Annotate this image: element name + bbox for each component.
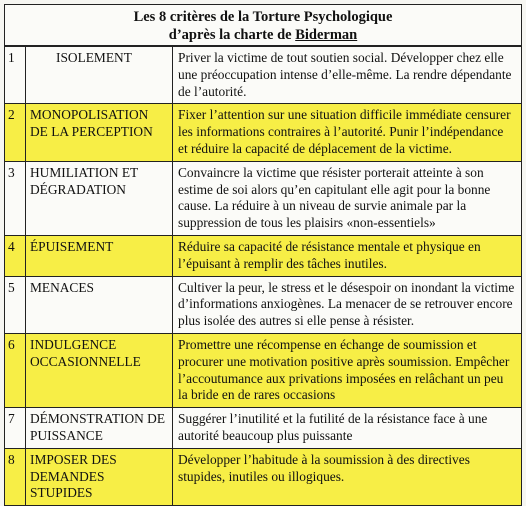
- row-number: 2: [5, 104, 26, 161]
- criterion-description: Priver la victime de tout soutien social. Développer chez elle une préoccupation intense d’elle-même. La rendre dépendante de l’autorité.: [173, 47, 522, 104]
- title-line-1: Les 8 critères de la Torture Psychologique: [133, 9, 393, 25]
- table-row: [5, 276, 522, 333]
- title-author-name: Biderman: [295, 27, 358, 43]
- row-number: 5: [5, 276, 26, 333]
- table-row: [5, 104, 522, 161]
- criterion-description: Fixer l’attention sur une situation difficile immédiate censurer les informations contraires à l’autorité. Punir l’indépendance et réduire la capacité de déplacement de la victime.: [173, 104, 522, 161]
- criterion-name: MENACES: [26, 276, 173, 333]
- table-row: [5, 161, 522, 235]
- criterion-description: Suggérer l’inutilité et la futilité de la résistance face à une autorité beaucoup plus puissante: [173, 408, 522, 449]
- table-row: [5, 408, 522, 449]
- row-number: 8: [5, 448, 26, 505]
- document-title: [4, 4, 522, 46]
- criteria-table: [4, 46, 522, 506]
- criterion-description: Réduire sa capacité de résistance mentale et physique en l’épuisant à remplir des tâches inutiles.: [173, 235, 522, 276]
- criterion-name: ÉPUISEMENT: [26, 235, 173, 276]
- criterion-name: INDULGENCE OCCASIONNELLE: [26, 333, 173, 407]
- table-row: [5, 448, 522, 505]
- row-number: 1: [5, 47, 26, 104]
- table-row: [5, 333, 522, 407]
- title-line-2-prefix: d’après la charte de: [168, 27, 296, 43]
- criterion-description: Promettre une récompense en échange de soumission et procurer une motivation positive après soumission. Empêcher l’accoutumance aux privations imposées en relâchant un peu la bride en de rares occasions: [173, 333, 522, 407]
- criterion-description: Convaincre la victime que résister porterait atteinte à son estime de soi alors qu’en capitulant elle agit pour la bonne cause. La réduire à un niveau de survie animale par la suppression de tous les plaisirs «non-essentiels»: [173, 161, 522, 235]
- title-line-2: [5, 26, 521, 44]
- criterion-description: Développer l’habitude à la soumission à des directives stupides, inutiles ou illogiques.: [173, 448, 522, 505]
- criterion-name: HUMILIATION ET DÉGRADATION: [26, 161, 173, 235]
- criterion-description: Cultiver la peur, le stress et le désespoir on inondant la victime d’informations anxiogènes. La menacer de se retrouver encore plus isolée des autres si elle pense à résister.: [173, 276, 522, 333]
- row-number: 3: [5, 161, 26, 235]
- criterion-name: MONOPOLISATION DE LA PERCEPTION: [26, 104, 173, 161]
- table-row: [5, 47, 522, 104]
- criterion-name: DÉMONSTRATION DE PUISSANCE: [26, 408, 173, 449]
- row-number: 6: [5, 333, 26, 407]
- table-row: [5, 235, 522, 276]
- criterion-name: ISOLEMENT: [26, 47, 173, 104]
- row-number: 7: [5, 408, 26, 449]
- criterion-name: IMPOSER DES DEMANDES STUPIDES: [26, 448, 173, 505]
- row-number: 4: [5, 235, 26, 276]
